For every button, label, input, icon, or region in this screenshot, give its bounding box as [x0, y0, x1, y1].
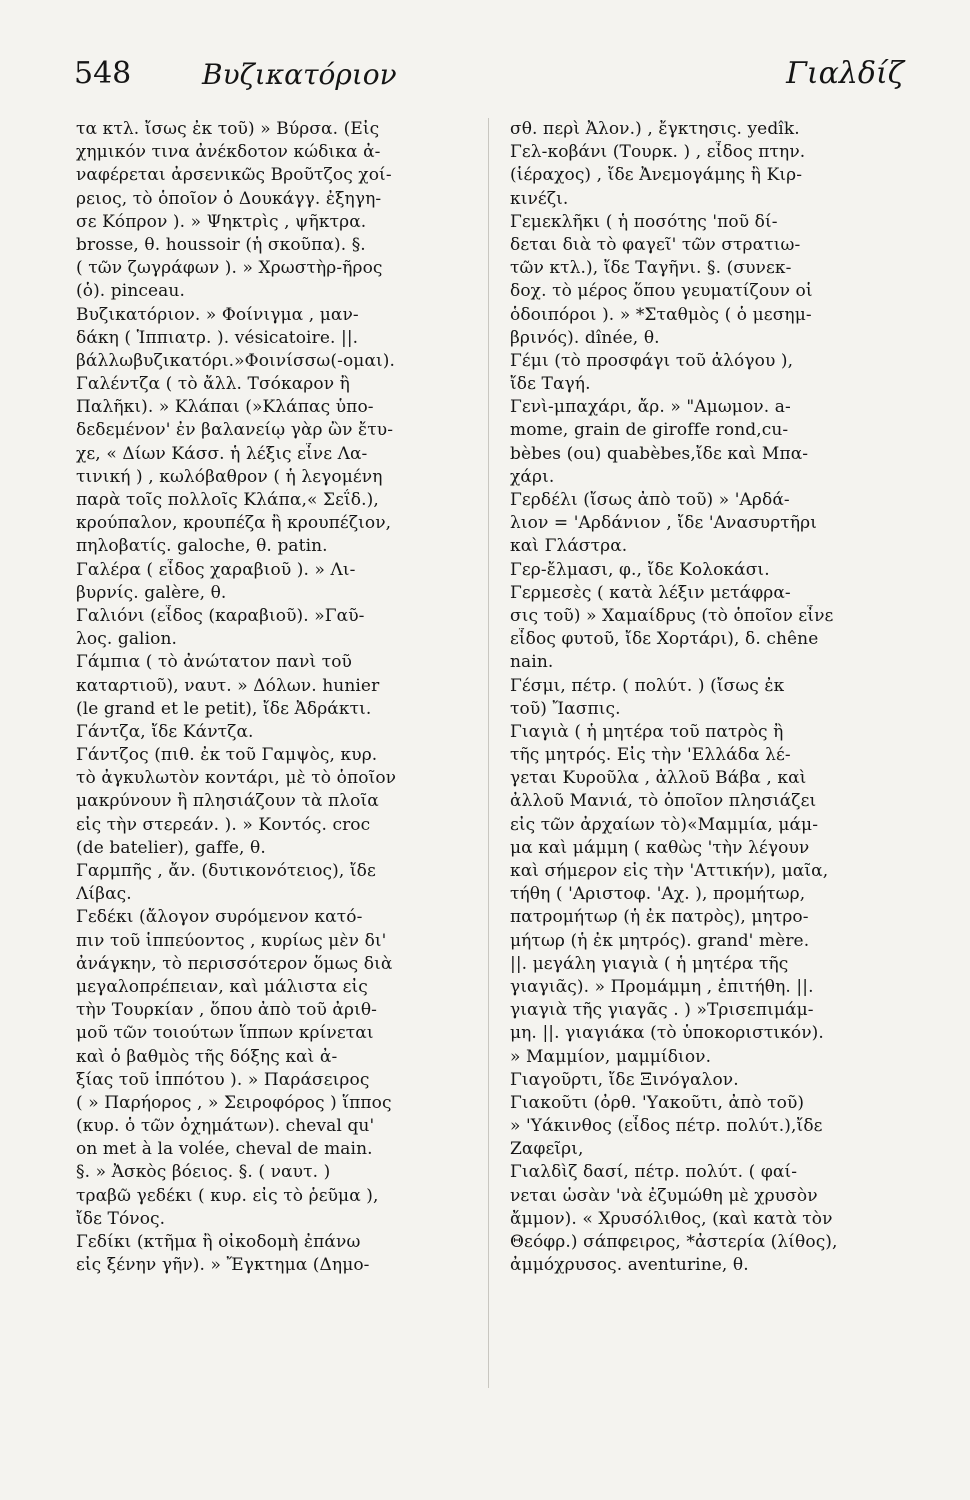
text-line: Γιαγιὰ ( ἡ μητέρα τοῦ πατρὸς ἢ	[510, 721, 784, 742]
text-line: τῆς μητρός. Εἰς τὴν 'Ελλάδα λέ-	[510, 745, 791, 766]
text-line: Βυζικατόριον. » Φοίνιγμα , μαν-	[76, 304, 359, 325]
text-line: nain.	[510, 652, 554, 673]
text-line: τραβῶ γεδέκι ( κυρ. εἰς τὸ ῥεῦμα ),	[76, 1185, 379, 1206]
text-line: Γεδίκι (κτῆμα ἢ οἰκοδομὴ ἐπάνω	[76, 1232, 361, 1252]
text-line: Γελ-κοβάνι (Τουρκ. ) , εἶδος πτην.	[510, 142, 806, 163]
text-line: μήτωρ (ἡ ἐκ μητρός). grand' mère.	[510, 930, 810, 951]
text-line: τῶν κτλ.), ἴδε Ταγῆνι. §. (συνεκ-	[510, 258, 792, 279]
text-line: λος. galion.	[76, 629, 178, 650]
text-line: ἴδε Ταγή.	[510, 374, 591, 395]
text-line: πατρομήτωρ (ἡ ἐκ πατρὸς), μητρο-	[510, 907, 809, 928]
text-line: σθ. περὶ Ἀλον.) , ἔγκτησις. yedîk.	[510, 119, 800, 139]
text-line: πηλοβατίς. galoche, θ. patin.	[76, 536, 328, 557]
text-line: (le grand et le petit), ἴδε Ἀδράκτι.	[76, 698, 372, 719]
text-line: δεται διὰ τὸ φαγεῖ' τῶν στρατιω-	[510, 234, 801, 255]
page-header	[74, 56, 904, 106]
running-head-right: Γιαλδίζ	[786, 56, 904, 91]
text-line: » 'Υάκινθος (εἶδος πέτρ. πολύτ.),ἴδε	[510, 1116, 823, 1137]
text-line: Γαλέντζα ( τὸ ἄλλ. Τσόκαρον ἢ	[76, 374, 350, 395]
text-line: (ὁ). pinceau.	[76, 281, 185, 302]
text-line: Γέσμι, πέτρ. ( πολύτ. ) (ἴσως ἐκ	[510, 675, 785, 696]
text-line: Γαλέρα ( εἶδος χαραβιοῦ ). » Λι-	[76, 559, 356, 580]
text-line: πιν τοῦ ἱππεύοντος , κυρίως μὲν δι'	[76, 930, 387, 951]
text-line: καὶ σήμερον εἰς τὴν 'Αττικήν), μαῖα,	[510, 861, 829, 881]
text-line: τήθη ( 'Αριστοφ. 'Αχ. ), προμήτωρ,	[510, 884, 806, 905]
text-line: (de batelier), gaffe, θ.	[76, 837, 266, 858]
text-line: μακρύνουν ἢ πλησιάζουν τὰ πλοῖα	[76, 791, 379, 812]
text-line: γιαγιὰ τῆς γιαγᾶς . ) »Τρισεπιμάμ-	[510, 1000, 814, 1021]
text-line: mome, grain de giroffe rond,cu-	[510, 420, 789, 441]
text-line: καταρτιοῦ), ναυτ. » Δόλων. hunier	[76, 675, 380, 696]
text-line: Γιαλδὶζ δασί, πέτρ. πολύτ. ( φαί-	[510, 1162, 798, 1183]
text-line: καὶ ὁ βαθμὸς τῆς δόξης καὶ ἀ-	[76, 1046, 338, 1067]
text-line: Γιαγοῦρτι, ἴδε Ξινόγαλον.	[510, 1069, 739, 1090]
text-line: μοῦ τῶν τοιούτων ἵππων κρίνεται	[76, 1023, 374, 1044]
text-line: brosse, θ. houssoir (ἡ σκοῦπα). §.	[76, 234, 366, 255]
text-line: γεται Κυροῦλα , ἀλλοῦ Βάβα , καὶ	[510, 768, 807, 789]
text-line: ξίας τοῦ ἱππότου ). » Παράσειρος	[76, 1069, 370, 1090]
right-column	[510, 118, 908, 1277]
running-head-left: Βυζικατόριον	[202, 58, 397, 91]
text-line: ||. μεγάλη γιαγιὰ ( ἡ μητέρα τῆς	[510, 953, 789, 974]
text-line: χάρι.	[510, 466, 555, 487]
text-line: βάλλωβυζικατόρι.»Φοινίσσω(-ομαι).	[76, 350, 396, 371]
text-line: γιαγιᾶς). » Προμάμμη , ἐπιτήθη. ||.	[510, 976, 814, 997]
text-line: βυρνίς. galère, θ.	[76, 582, 227, 603]
text-line: κρούπαλον, κρουπέζα ἢ κρουπέζιον,	[76, 513, 392, 534]
text-line: εἶδος φυτοῦ, ἴδε Χορτάρι), δ. chêne	[510, 629, 819, 650]
text-line: ἀνάγκην, τὸ περισσότερον ὅμως διὰ	[76, 953, 393, 974]
text-line: μεγαλοπρέπειαν, καὶ μάλιστα εἰς	[76, 976, 368, 997]
text-line: παρὰ τοῖς πολλοῖς Κλάπα,« Σεΐδ.),	[76, 490, 379, 510]
text-line: μα καὶ μάμμη ( καθὼς 'τὴν λέγουν	[510, 837, 810, 858]
text-line: Γάμπια ( τὸ ἀνώτατον πανὶ τοῦ	[76, 652, 352, 673]
text-line: Λίβας.	[76, 884, 132, 905]
text-line: ἀμμόχρυσος. aventurine, θ.	[510, 1255, 749, 1276]
text-line: bèbes (ou) quabèbes,ἴδε καὶ Μπα-	[510, 443, 809, 464]
text-line: Γεμεκλῆκι ( ἡ ποσότης 'ποῦ δί-	[510, 211, 778, 232]
text-line: τὸ ἀγκυλωτὸν κοντάρι, μὲ τὸ ὁποῖον	[76, 768, 397, 789]
text-line: ἀλλοῦ Μανιά, τὸ ὁποῖον πλησιάζει	[510, 791, 817, 812]
text-line: χημικόν τινα ἀνέκδοτον κώδικα ἀ-	[76, 142, 381, 163]
text-line: Γάντζα, ἴδε Κάντζα.	[76, 721, 254, 742]
text-line: χε, « Δίων Κάσσ. ἡ λέξις εἶνε Λα-	[76, 443, 368, 464]
text-line: » Μαμμίον, μαμμίδιον.	[510, 1046, 712, 1067]
text-line: Γερδέλι (ἴσως ἀπὸ τοῦ) » 'Αρδά-	[510, 490, 790, 510]
text-line: σις τοῦ) » Χαμαίδρυς (τὸ ὁποῖον εἶνε	[510, 605, 834, 626]
text-line: Γέμι (τὸ προσφάγι τοῦ ἀλόγου ),	[510, 350, 794, 371]
text-line: (ἱέραχος) , ἴδε Ἀνεμογάμης ἢ Κιρ-	[510, 165, 803, 186]
text-line: μη. ||. γιαγιάκα (τὸ ὑποκοριστικόν).	[510, 1023, 824, 1044]
text-line: σε Κόπρον ). » Ψηκτρὶς , ψῆκτρα.	[76, 211, 367, 232]
text-line: τοῦ) Ἴασπις.	[510, 698, 621, 719]
text-line: λιον = 'Αρδάνιον , ἴδε 'Ανασυρτῆρι	[510, 513, 817, 534]
text-line: Γάντζος (πιθ. ἐκ τοῦ Γαμψὸς, κυρ.	[76, 745, 378, 766]
text-line: καὶ Γλάστρα.	[510, 536, 628, 557]
text-line: Γερ-ἔλμασι, φ., ἴδε Κολοκάσι.	[510, 559, 770, 580]
column-divider	[488, 118, 489, 1388]
text-line: ναφέρεται ἀρσενικῶς Βροῦτζος χοί-	[76, 165, 392, 186]
text-line: εἰς ξένην γῆν). » Ἔγκτημα (Δημο-	[76, 1255, 370, 1276]
text-line: ὁδοιπόροι ). » *Σταθμὸς ( ὁ μεσημ-	[510, 304, 812, 325]
text-line: δάκη ( Ἱππιατρ. ). vésicatoire. ||.	[76, 327, 359, 348]
text-line: εἰς τὴν στερεάν. ). » Κοντός. croc	[76, 814, 371, 835]
text-line: (κυρ. ὁ τῶν ὀχημάτων). cheval qu'	[76, 1116, 375, 1137]
text-line: ( τῶν ζωγράφων ). » Χρωστὴρ-ῆρος	[76, 258, 383, 279]
text-line: δεδεμένον' ἐν βαλανείῳ γὰρ ὢν ἔτυ-	[76, 420, 394, 441]
text-line: τὴν Τουρκίαν , ὅπου ἀπὸ τοῦ ἀριθ-	[76, 1000, 378, 1021]
text-line: Ζαφεῖρι,	[510, 1139, 584, 1160]
text-line: §. » Ἀσκὸς βόειος. §. ( ναυτ. )	[76, 1162, 331, 1183]
text-line: νεται ὡσὰν 'νὰ ἐζυμώθη μὲ χρυσὸν	[510, 1185, 818, 1206]
text-line: ( » Παρήορος , » Σειροφόρος ) ἵππος	[76, 1092, 392, 1113]
text-line: ἴδε Τόνος.	[76, 1208, 166, 1229]
text-line: Γιακοῦτι (ὀρθ. 'Υακοῦτι, ἀπὸ τοῦ)	[510, 1092, 805, 1113]
text-line: ρειος, τὸ ὁποῖον ὁ Δουκάγγ. ἐξηγη-	[76, 188, 382, 209]
text-line: βρινός). dînée, θ.	[510, 327, 660, 348]
text-line: Γενὶ-μπαχάρι, ἄρ. » "Αμωμον. a-	[510, 397, 791, 418]
text-line: Παλῆκι). » Κλάπαι (»Κλάπας ὑπο-	[76, 397, 374, 418]
text-line: ἄμμον). « Χρυσόλιθος, (καὶ κατὰ τὸν	[510, 1208, 833, 1229]
text-line: τα κτλ. ἴσως ἐκ τοῦ) » Βύρσα. (Εἰς	[76, 119, 380, 139]
text-line: Γαρμπῆς , ἄν. (δυτικονότειος), ἴδε	[76, 861, 376, 881]
left-column	[76, 118, 464, 1277]
text-line: κινέζι.	[510, 188, 569, 209]
page-number: 548	[74, 56, 132, 91]
text-line: Θεόφρ.) σάπφειρος, *ἀστερία (λίθος),	[510, 1232, 838, 1252]
text-line: Γερμεσὲς ( κατὰ λέξιν μετάφρα-	[510, 582, 791, 603]
text-line: τινική ) , κωλόβαθρον ( ἡ λεγομένη	[76, 466, 383, 487]
text-line: εἰς τῶν ἀρχαίων τὸ)«Μαμμία, μάμ-	[510, 814, 819, 835]
text-line: on met à la volée, cheval de main.	[76, 1139, 373, 1160]
text-line: Γαλιόνι (εἶδος (καραβιοῦ). »Γαῦ-	[76, 605, 365, 626]
text-line: δοχ. τὸ μέρος ὅπου γευματίζουν οἱ	[510, 281, 813, 302]
text-line: Γεδέκι (ἄλογον συρόμενον κατό-	[76, 907, 363, 928]
